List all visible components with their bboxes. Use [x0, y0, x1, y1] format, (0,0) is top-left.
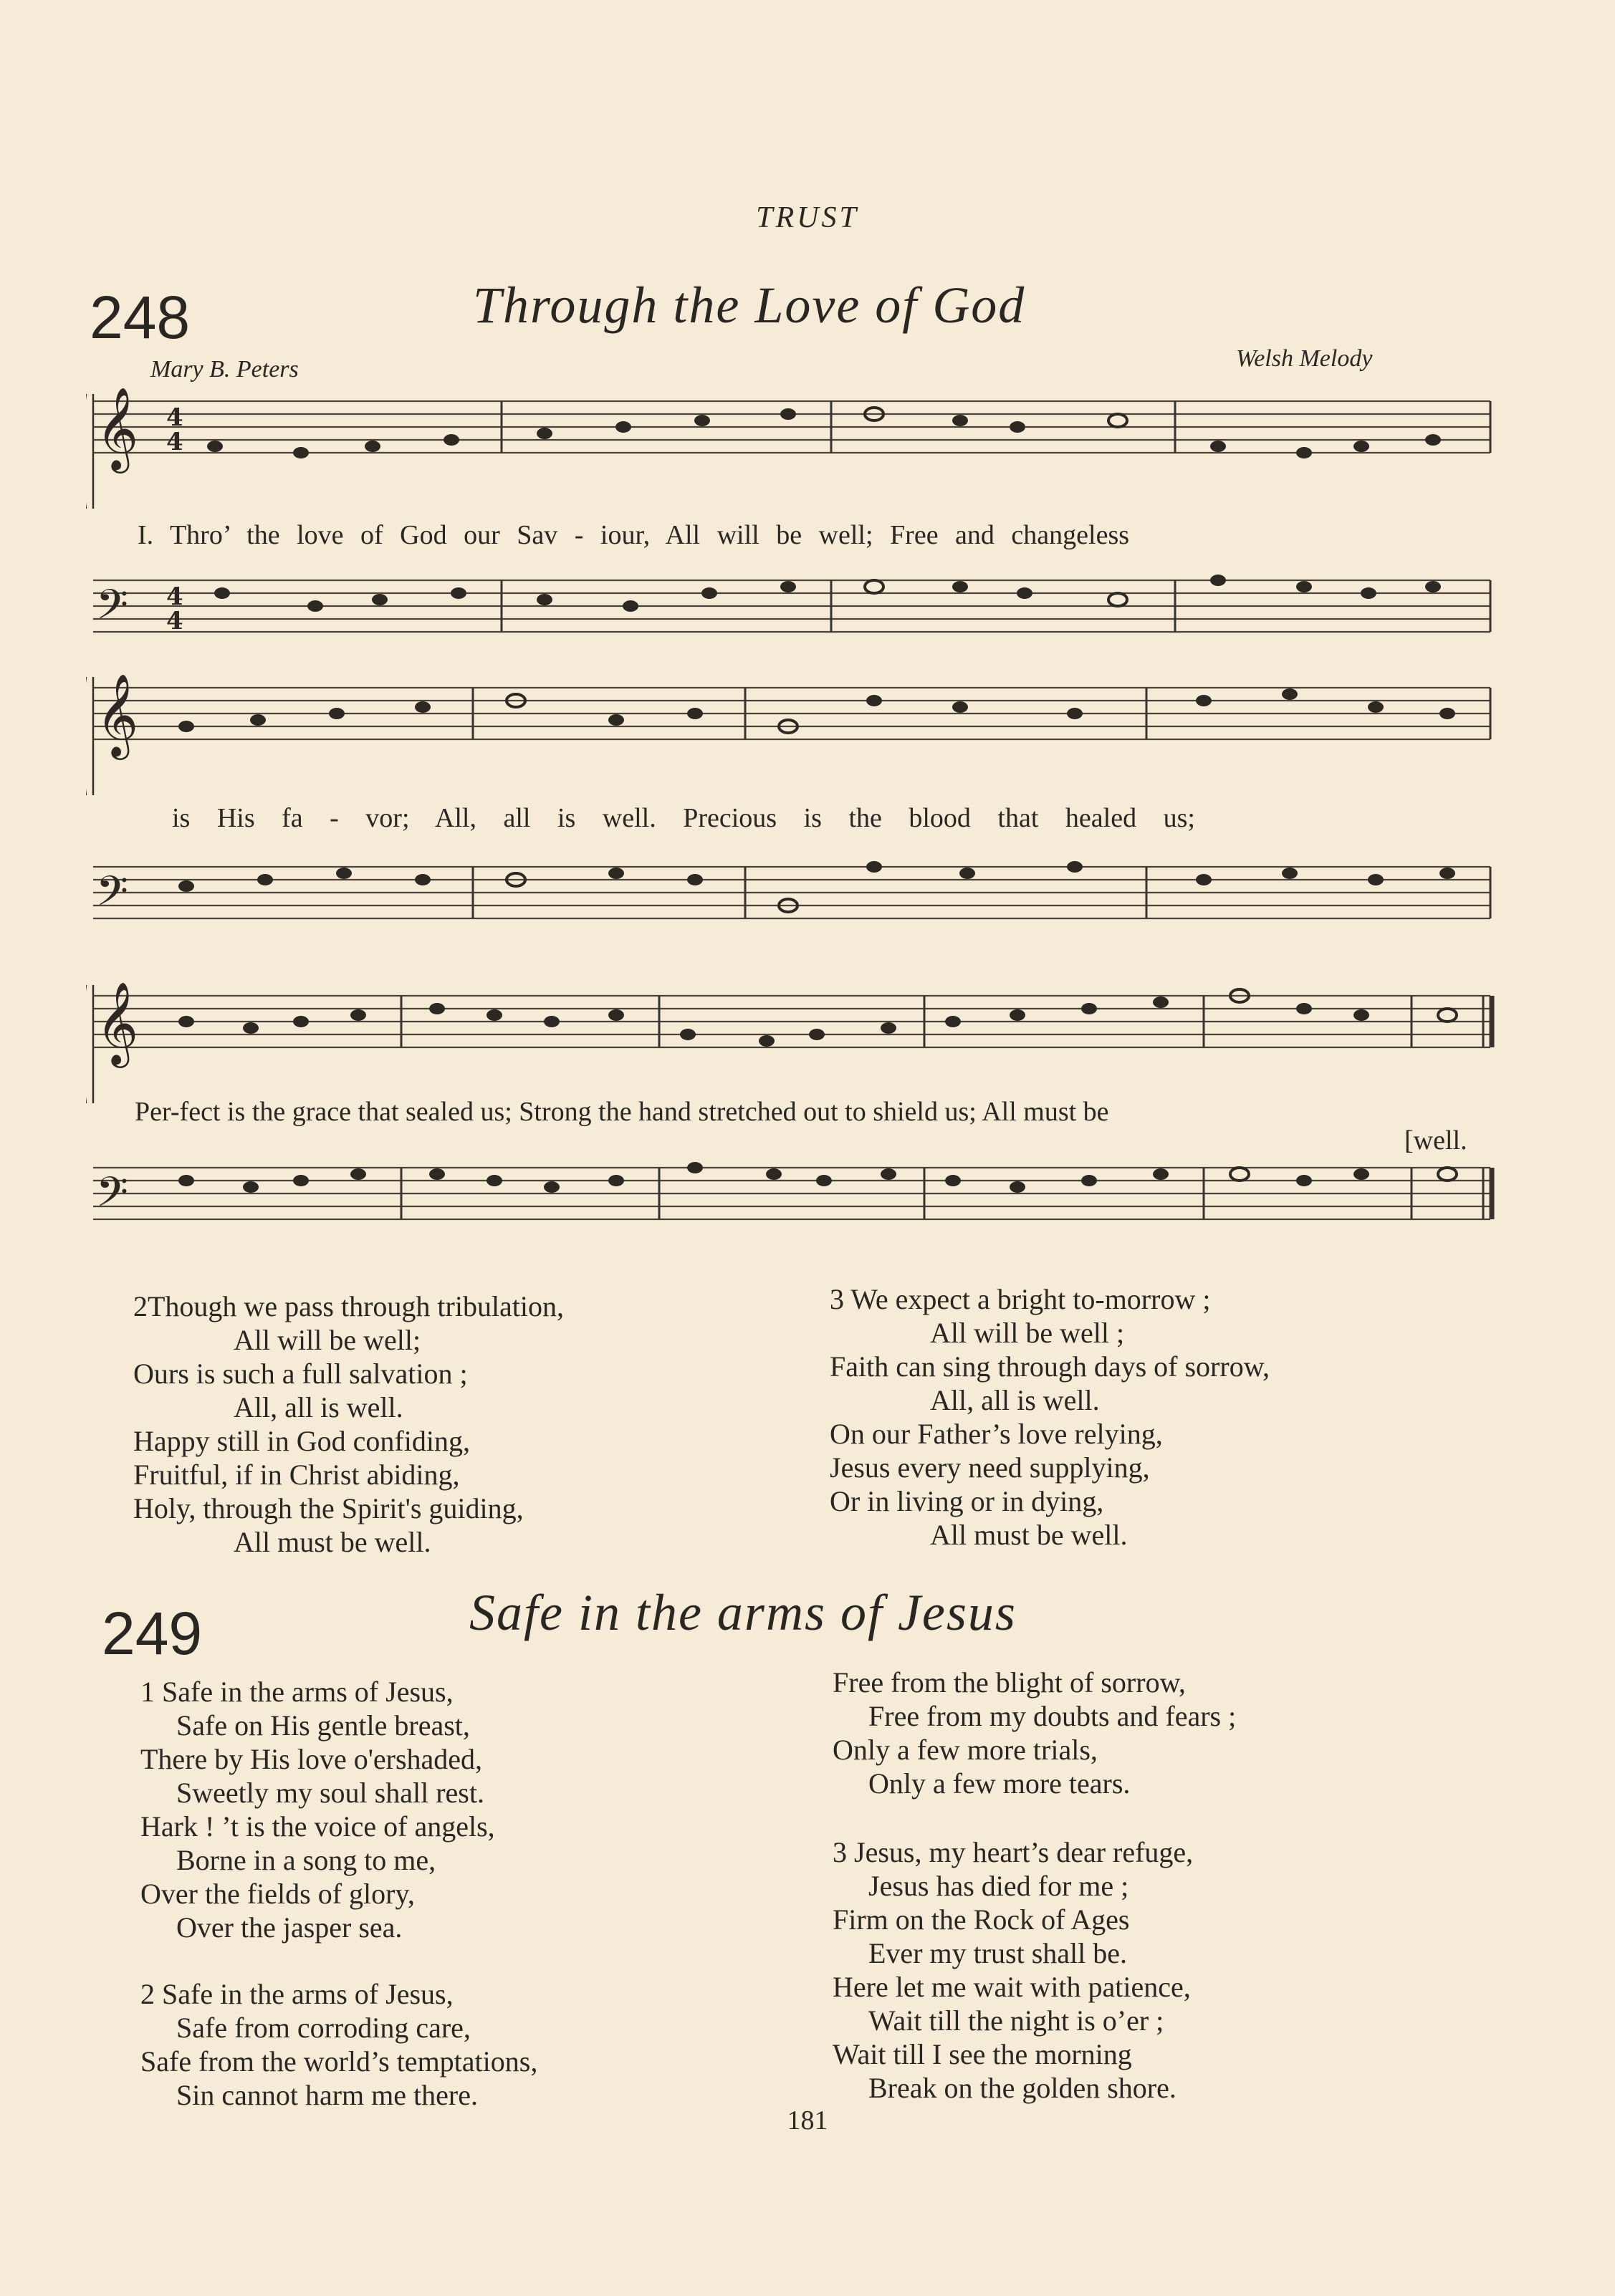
- hymn-249-verse-2: 2 Safe in the arms of Jesus, Safe from corroding care, Safe from the world’s temptations, Sin cannot harm me there.: [140, 1978, 538, 2111]
- svg-text:4: 4: [166, 582, 183, 611]
- hymn-248-verse-2: 2Though we pass through tribulation, All will be well; Ours is such a full salvation ; All, all is well. Happy still in God confiding, Fruitful, if in Christ abiding, Holy, through the Spirit's guiding, All must be well.: [133, 1290, 565, 1558]
- page-number: 181: [787, 2105, 828, 2136]
- svg-text:𝄞: 𝄞: [96, 673, 139, 756]
- svg-text:4: 4: [166, 607, 183, 635]
- hymn-249-verse-3: 3 Jesus, my heart’s dear refuge, Jesus has died for me ; Firm on the Rock of Ages Ever my trust shall be. Here let me wait with patience, Wait till the night is o’er ; Wait till I see the morning Break on the golden shore.: [833, 1836, 1194, 2104]
- system-1: [86, 386, 1490, 639]
- svg-text:𝄞: 𝄞: [96, 981, 139, 1065]
- system-2: [86, 673, 1490, 926]
- svg-text:𝄞: 𝄞: [96, 386, 139, 470]
- svg-text:𝄢: 𝄢: [96, 867, 129, 926]
- composer-credit: Welsh Melody: [1236, 345, 1373, 372]
- svg-text:𝄢: 𝄢: [96, 1168, 129, 1226]
- svg-text:4: 4: [166, 428, 183, 456]
- section-title: TRUST: [756, 201, 859, 234]
- hymn-249-verse-2-continued: Free from the blight of sorrow, Free from my doubts and fears ; Only a few more trials, Only a few more tears.: [833, 1666, 1237, 1800]
- hymn-number-249: 249: [102, 1600, 203, 1667]
- hymn-title-248: Through the Love of God: [473, 277, 1026, 334]
- music-lyric-line-2: is His fa - vor; All, all is well. Precious is the blood that healed us;: [172, 803, 1195, 833]
- svg-text:𝄢: 𝄢: [96, 580, 129, 639]
- author-credit: Mary B. Peters: [150, 356, 299, 383]
- music-lyric-line-3: Per-fect is the grace that sealed us; Strong the hand stretched out to shield us; All must be: [135, 1097, 1109, 1127]
- hymn-249-verse-1: 1 Safe in the arms of Jesus, Safe on His gentle breast, There by His love o'ershaded, Sweetly my soul shall rest. Hark ! ’t is the voice of angels, Borne in a song to me, Over the fields of glory, Over the jasper sea.: [140, 1676, 495, 1944]
- hymn-248-verse-3: 3 We expect a bright to-morrow ; All will be well ; Faith can sing through days of sorrow, All, all is well. On our Father’s love relying, Jesus every need supplying, Or in living or in dying, All must be well.: [830, 1283, 1270, 1551]
- music-lyric-line-4: [well.: [1404, 1125, 1467, 1156]
- time-signature: 4: [166, 403, 183, 432]
- hymn-title-249: Safe in the arms of Jesus: [469, 1584, 1017, 1641]
- hymn-number-248: 248: [90, 284, 191, 351]
- music-lyric-line-1: I. Thro’ the love of God our Sav - iour, All will be well; Free and changeless: [138, 520, 1130, 550]
